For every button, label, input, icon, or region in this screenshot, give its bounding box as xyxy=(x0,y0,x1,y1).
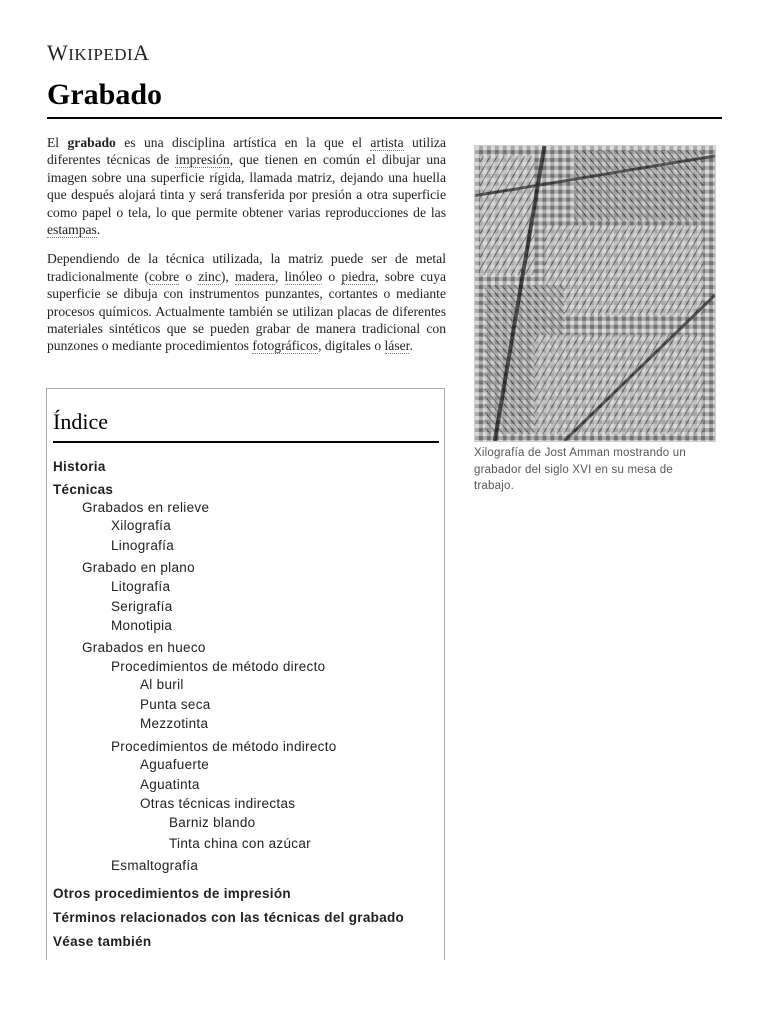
text-run: o xyxy=(322,268,342,284)
toc-item[interactable]: Véase también xyxy=(53,934,152,949)
toc-item[interactable]: Al buril xyxy=(140,677,184,692)
title-divider xyxy=(47,117,722,119)
link-zinc[interactable]: zinc xyxy=(198,268,221,284)
text-run: utiliza diferentes técnicas de xyxy=(47,135,447,168)
toc-item[interactable]: Xilografía xyxy=(111,518,172,533)
table-of-contents xyxy=(46,388,445,960)
engraving-image[interactable] xyxy=(474,145,716,442)
toc-item[interactable]: Otros procedimientos de impresión xyxy=(53,886,291,901)
text-run: , xyxy=(274,268,285,284)
link-fotograficos[interactable]: fotográficos xyxy=(252,338,319,354)
toc-item[interactable]: Monotipia xyxy=(111,618,173,633)
toc-item[interactable]: Grabados en hueco xyxy=(82,640,206,655)
link-estampas[interactable]: estampas xyxy=(47,222,97,238)
text-run: Dependiendo de la técnica utilizada, la matriz puede ser de metal tradicionalmente ( xyxy=(47,251,446,284)
toc-item[interactable]: Otras técnicas indirectas xyxy=(140,796,296,811)
toc-item[interactable]: Tinta china con azúcar xyxy=(169,836,311,851)
text-run: , que tienen en común el dibujar una imagen sobre una superficie rígida, llamada matriz, dejando una huella que después alojará tinta y será transferida por presión a otra superficie como papel o tela, lo que permite obtener varias reproducciones de las xyxy=(47,152,446,220)
text-run: , digitales o xyxy=(318,338,385,354)
toc-item[interactable]: Técnicas xyxy=(53,482,114,497)
article-body xyxy=(47,134,446,367)
toc-item[interactable]: Linografía xyxy=(111,538,175,553)
infobox xyxy=(474,145,716,495)
link-artista[interactable]: artista xyxy=(370,135,404,150)
wikipedia-wordmark: WIKIPEDIA xyxy=(47,40,150,65)
bold-term: grabado xyxy=(67,135,116,150)
toc-item[interactable]: Historia xyxy=(53,459,106,474)
link-cobre[interactable]: cobre xyxy=(149,268,180,284)
toc-item[interactable]: Procedimientos de método directo xyxy=(111,659,326,674)
toc-item[interactable]: Serigrafía xyxy=(111,599,173,614)
toc-item[interactable]: Esmaltografía xyxy=(111,858,199,873)
link-linoleo[interactable]: linóleo xyxy=(284,268,323,284)
toc-item[interactable]: Términos relacionados con las técnicas del grabado xyxy=(53,910,405,925)
text-run: o xyxy=(179,268,199,284)
intro-paragraph-2 xyxy=(47,250,446,354)
toc-item[interactable]: Grabado en plano xyxy=(82,560,195,575)
toc-divider xyxy=(53,441,439,443)
toc-item[interactable]: Barniz blando xyxy=(169,815,256,830)
toc-item[interactable]: Aguatinta xyxy=(140,777,200,792)
link-laser[interactable]: láser xyxy=(384,338,410,354)
image-caption: Xilografía de Jost Amman mostrando un grabador del siglo XVI en su mesa de trabajo. xyxy=(474,447,686,492)
intro-paragraph-1 xyxy=(47,134,446,238)
toc-item[interactable]: Grabados en relieve xyxy=(82,500,210,515)
text-run: . xyxy=(409,338,413,354)
text-run: . xyxy=(96,222,101,238)
toc-item[interactable]: Litografía xyxy=(111,579,171,594)
toc-item[interactable]: Punta seca xyxy=(140,697,211,712)
text-run: ), xyxy=(220,268,235,284)
text-run: , sobre cuya superficie se dibuja con instrumentos punzantes, cortantes o mediante procesos químicos. Actualmente también se utilizan placas de diferentes materiales sintéticos que se pueden grabar de manera tradicional con punzones o mediante procedimientos xyxy=(47,268,447,354)
toc-item[interactable]: Aguafuerte xyxy=(140,757,210,772)
link-piedra[interactable]: piedra xyxy=(341,268,376,284)
text-run: es una disciplina artística en la que el xyxy=(115,135,371,150)
page-title: Grabado xyxy=(47,78,163,111)
toc-item[interactable]: Mezzotinta xyxy=(140,716,209,731)
text-run: El xyxy=(47,135,68,150)
toc-item[interactable]: Procedimientos de método indirecto xyxy=(111,739,337,754)
toc-title: Índice xyxy=(53,409,108,434)
link-impresion[interactable]: impresión xyxy=(175,152,230,168)
wikipedia-logo[interactable] xyxy=(47,40,150,66)
link-madera[interactable]: madera xyxy=(234,268,275,284)
